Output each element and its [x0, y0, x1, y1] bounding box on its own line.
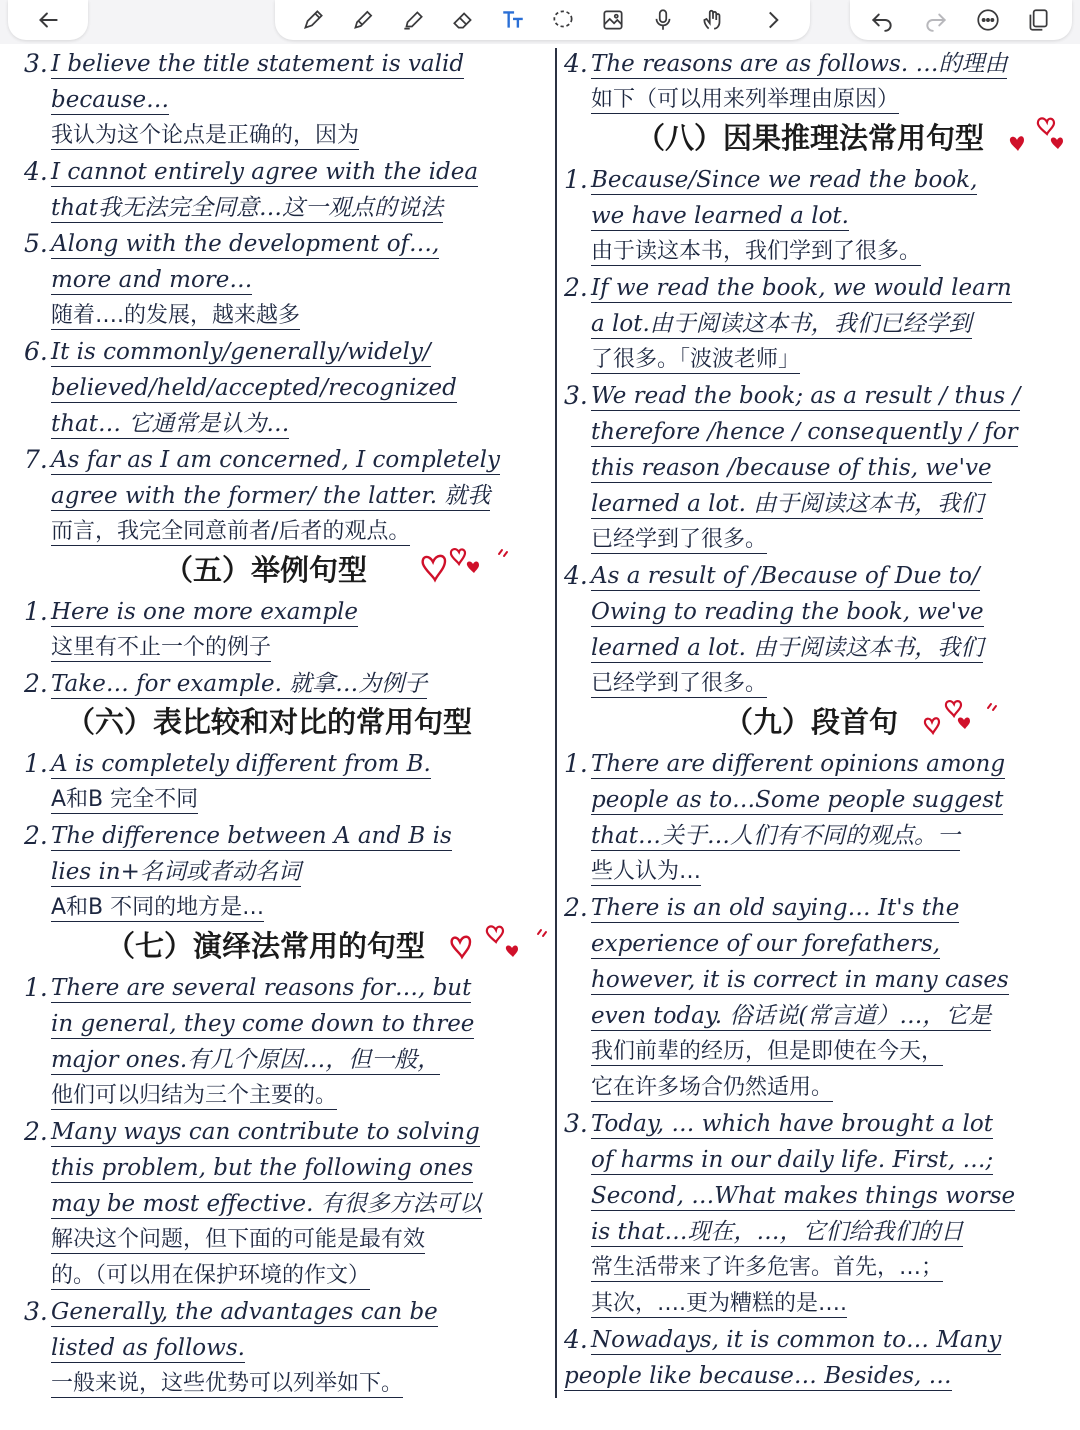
note-line: agree with the former/ the latter. 就我	[51, 483, 491, 509]
item-number: 3.	[564, 1109, 588, 1138]
note-line: Second, …What makes things worse	[591, 1183, 1016, 1209]
undo-icon[interactable]	[866, 4, 898, 36]
note-line: Owing to reading the book, we've	[591, 599, 984, 625]
note-line: 他们可以归结为三个主要的。	[51, 1083, 338, 1108]
item-number: 3.	[564, 381, 588, 410]
item-number: 2.	[564, 893, 588, 922]
note-line: believed/held/accepted/recognized	[51, 375, 457, 401]
heading-text: （五）举例句型	[164, 553, 368, 587]
item-number: 3.	[24, 1297, 48, 1326]
note-line: We read the book; as a result / thus /	[591, 383, 1021, 409]
note-line: in general, they come down to three	[51, 1011, 475, 1037]
note-line: 我们前辈的经历，但是即使在今天，	[591, 1039, 944, 1064]
note-line: It is commonly/generally/widely/	[51, 339, 431, 365]
note-line: 由于读这本书，我们学到了很多。	[591, 239, 922, 264]
item-number: 6.	[24, 337, 48, 366]
note-line: 这里有不止一个的例子	[51, 635, 272, 660]
note-line: There are several reasons for…, but	[51, 975, 472, 1001]
note-line: I cannot entirely agree with the idea	[51, 159, 479, 185]
note-line: The reasons are as follows. …的理由	[591, 51, 1008, 77]
note-line: 已经学到了很多。	[591, 527, 768, 552]
note-line: As far as I am concerned, I completely	[51, 447, 500, 473]
note-line: that…关于…人们有不同的观点。一	[591, 823, 961, 849]
pencil-icon[interactable]	[347, 4, 379, 36]
item-number: 1.	[24, 597, 48, 626]
toolbar-left-group	[8, 0, 88, 40]
item-number: 2.	[24, 821, 48, 850]
note-line: 些人认为…	[591, 859, 702, 884]
item-number: 1.	[564, 165, 588, 194]
list-item	[24, 970, 549, 1114]
note-line: Along with the development of…,	[51, 231, 440, 257]
list-item	[564, 746, 1064, 890]
list-item	[24, 226, 549, 334]
section-heading	[564, 702, 1064, 746]
note-line: 而言，我完全同意前者/后者的观点。	[51, 519, 411, 544]
note-line: 了很多。「波波老师」	[591, 347, 801, 372]
heading-text: （九）段首句	[724, 705, 899, 739]
note-line: of harms in our daily life. First, …;	[591, 1147, 994, 1173]
list-item	[24, 334, 549, 442]
note-line: 一般来说，这些优势可以列举如下。	[51, 1371, 404, 1396]
item-number: 1.	[24, 973, 48, 1002]
note-line: is that…现在，…，它们给我们的日	[591, 1219, 964, 1245]
note-line: therefore /hence / consequently / for	[591, 419, 1018, 445]
note-line: There are different opinions among	[591, 751, 1006, 777]
right-column	[564, 46, 1064, 1394]
list-item	[564, 270, 1064, 378]
note-line: Here is one more example	[51, 599, 359, 625]
pen-icon[interactable]	[297, 4, 329, 36]
left-column	[24, 46, 549, 1402]
note-line: however, it is correct in many cases	[591, 967, 1009, 993]
note-line: 随着….的发展，越来越多	[51, 303, 300, 328]
highlighter-icon[interactable]	[397, 4, 429, 36]
list-item	[564, 162, 1064, 270]
list-item	[564, 558, 1064, 702]
item-number: 3.	[24, 49, 48, 78]
note-line: There is an old saying… It's the	[591, 895, 960, 921]
note-line: learned a lot. 由于阅读这本书，我们	[591, 491, 984, 517]
note-line: 常生活带来了许多危害。首先，…；	[591, 1255, 944, 1280]
toolbar-right-group	[850, 0, 1072, 40]
note-line: we have learned a lot.	[591, 203, 849, 229]
list-item	[24, 1114, 549, 1294]
microphone-icon[interactable]	[647, 4, 679, 36]
item-number: 7.	[24, 445, 48, 474]
top-toolbar	[0, 0, 1080, 44]
more-icon[interactable]	[972, 4, 1004, 36]
note-line: 解决这个问题，但下面的可能是最有效	[51, 1227, 426, 1252]
note-line: Today, … which have brought a lot	[591, 1111, 993, 1137]
item-number: 4.	[564, 561, 588, 590]
list-item	[24, 666, 549, 702]
list-item	[564, 890, 1064, 1106]
item-number: 2.	[564, 273, 588, 302]
note-line: A和B 不同的地方是…	[51, 895, 265, 920]
item-number: 4.	[564, 1325, 588, 1354]
note-line: that… 它通常是认为…	[51, 411, 290, 437]
note-line: may be most effective. 有很多方法可以	[51, 1191, 482, 1217]
note-line: experience of our forefathers,	[591, 931, 941, 957]
list-item	[24, 442, 549, 550]
item-number: 1.	[564, 749, 588, 778]
note-line: Nowadays, it is common to… Many	[591, 1327, 1002, 1353]
item-number: 2.	[24, 1117, 48, 1146]
note-line: 如下（可以用来列举理由原因）	[591, 87, 900, 112]
note-line: I believe the title statement is valid	[51, 51, 465, 77]
note-line: listed as follows.	[51, 1335, 245, 1361]
list-item	[24, 1294, 549, 1402]
note-line: 的。（可以用在保护环境的作文）	[51, 1263, 371, 1288]
gesture-icon[interactable]	[697, 4, 729, 36]
note-line: If we read the book, we would learn	[591, 275, 1012, 301]
note-line: major ones.有几个原因…，但一般，	[51, 1047, 441, 1073]
heading-text: （六）表比较和对比的常用句型	[66, 705, 473, 739]
list-item	[564, 378, 1064, 558]
note-line: A和B 完全不同	[51, 787, 199, 812]
section-heading	[564, 118, 1064, 162]
note-line: even today. 俗话说(常言道）…，它是	[591, 1003, 992, 1029]
note-line: people as to…Some people suggest	[591, 787, 1004, 813]
image-icon[interactable]	[597, 4, 629, 36]
item-number: 1.	[24, 749, 48, 778]
back-arrow-icon[interactable]	[32, 4, 64, 36]
item-number: 5.	[24, 229, 48, 258]
note-line: 我认为这个论点是正确的，因为	[51, 123, 360, 148]
list-item	[564, 46, 1064, 118]
section-heading	[24, 550, 549, 594]
lasso-icon[interactable]	[547, 4, 579, 36]
section-heading	[24, 702, 549, 746]
note-line: because…	[51, 87, 170, 113]
note-line: a lot.由于阅读这本书，我们已经学到	[591, 311, 972, 337]
note-line: The difference between A and B is	[51, 823, 452, 849]
list-item	[564, 1106, 1064, 1322]
eraser-icon[interactable]	[447, 4, 479, 36]
note-line: this problem, but the following ones	[51, 1155, 474, 1181]
chevron-right-icon[interactable]	[757, 4, 789, 36]
note-line: 已经学到了很多。	[591, 671, 768, 696]
note-line: lies in+名词或者动名词	[51, 859, 301, 885]
note-line: Generally, the advantages can be	[51, 1299, 438, 1325]
list-item	[24, 154, 549, 226]
heading-text: （八）因果推理法常用句型	[636, 121, 985, 155]
toolbar-tools-group	[275, 0, 810, 40]
text-tool-icon[interactable]	[497, 4, 529, 36]
section-heading	[24, 926, 549, 970]
heading-text: （七）演绎法常用的句型	[106, 929, 426, 963]
note-line: 其次，….更为糟糕的是….	[591, 1291, 847, 1316]
note-line: learned a lot. 由于阅读这本书，我们	[591, 635, 984, 661]
note-line: Because/Since we read the book,	[591, 167, 978, 193]
item-number: 4.	[24, 157, 48, 186]
note-line: 它在许多场合仍然适用。	[591, 1075, 834, 1100]
note-line: this reason /because of this, we've	[591, 455, 992, 481]
note-line: that我无法完全同意…这一观点的说法	[51, 195, 444, 221]
item-number: 4.	[564, 49, 588, 78]
note-line: As a result of /Because of Due to/	[591, 563, 980, 589]
note-line: Many ways can contribute to solving	[51, 1119, 480, 1145]
list-item	[24, 594, 549, 666]
list-item	[564, 1322, 1064, 1394]
note-line: A is completely different from B.	[51, 751, 431, 777]
note-line: more and more…	[51, 267, 253, 293]
note-line: people like because… Besides, …	[564, 1363, 952, 1389]
list-item	[24, 746, 549, 818]
item-number: 2.	[24, 669, 48, 698]
column-divider	[555, 48, 557, 1398]
pages-icon[interactable]	[1022, 4, 1054, 36]
list-item	[24, 818, 549, 926]
redo-icon[interactable]	[920, 4, 952, 36]
note-line: Take… for example. 就拿…为例子	[51, 671, 428, 697]
list-item	[24, 46, 549, 154]
